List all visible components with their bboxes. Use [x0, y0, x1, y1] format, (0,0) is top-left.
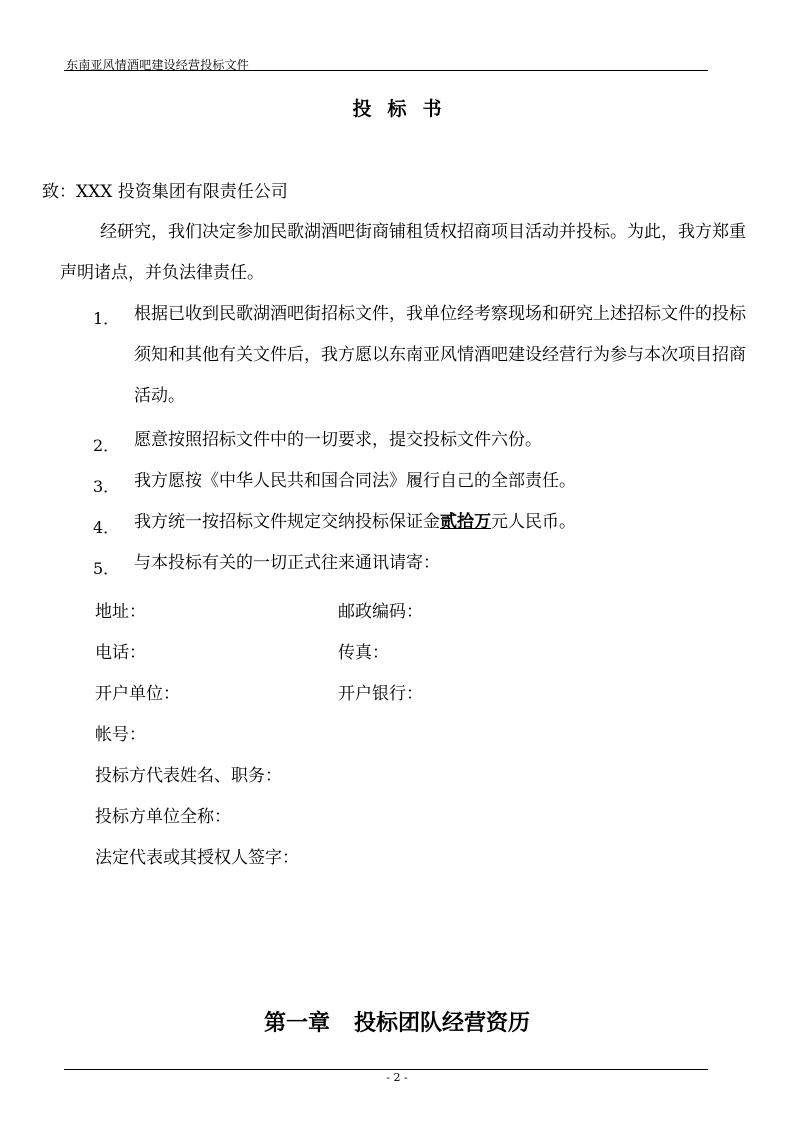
- intro-paragraph: 经研究，我们决定参加民歌湖酒吧街商铺租赁权招商项目活动并投标。为此，我方郑重声明诸点，并负法律责任。: [60, 222, 746, 283]
- phone-label: 电话：: [95, 643, 146, 663]
- item-text: 愿意按照招标文件中的一切要求，提交投标文件六份。: [134, 430, 542, 450]
- footer-rule: [64, 1069, 708, 1070]
- chapter-title: 投标团队经营资历: [354, 1011, 531, 1036]
- bank-label: 开户银行：: [338, 684, 423, 704]
- postcode-label: 邮政编码：: [338, 602, 423, 622]
- item-number: 5．: [93, 559, 120, 578]
- item-text: 根据已收到民歌湖酒吧街招标文件，我单位经考察现场和研究上述招标文件的投标须知和其他有关文件后，我方愿以东南亚风情酒吧建设经营行为参与本次项目招商活动。: [134, 304, 746, 406]
- signature-label: 法定代表或其授权人签字：: [95, 848, 299, 868]
- chapter-number: 第一章: [263, 1011, 330, 1036]
- item-text: 与本投标有关的一切正式往来通讯请寄：: [134, 553, 440, 573]
- item-number: 2．: [93, 436, 120, 455]
- document-title: 投标书: [352, 98, 458, 120]
- deposit-amount: 贰拾万: [440, 512, 491, 532]
- account-unit-label: 开户单位：: [95, 684, 180, 704]
- addressee: 致：XXX 投资集团有限责任公司: [42, 182, 288, 202]
- representative-label: 投标方代表姓名、职务：: [95, 766, 282, 786]
- item-text-before: 我方统一按招标文件规定交纳投标保证金: [134, 512, 440, 532]
- item-text: 我方愿按《中华人民共和国合同法》履行自己的全部责任。: [134, 471, 576, 491]
- item-text-after: 元人民币。: [491, 512, 576, 532]
- item-number: 1．: [93, 309, 120, 328]
- running-header: 东南亚风情酒吧建设经营投标文件: [66, 58, 250, 72]
- address-label: 地址：: [95, 602, 146, 622]
- item-number: 3．: [93, 477, 120, 496]
- header-rule: [64, 70, 708, 71]
- chapter-heading: [0, 1006, 794, 1037]
- account-number-label: 帐号：: [95, 725, 146, 745]
- item-text: [134, 502, 754, 543]
- company-name-label: 投标方单位全称：: [95, 807, 231, 827]
- item-number: 4．: [93, 518, 120, 537]
- page-number: - 2 -: [386, 1071, 408, 1084]
- fax-label: 传真：: [338, 643, 389, 663]
